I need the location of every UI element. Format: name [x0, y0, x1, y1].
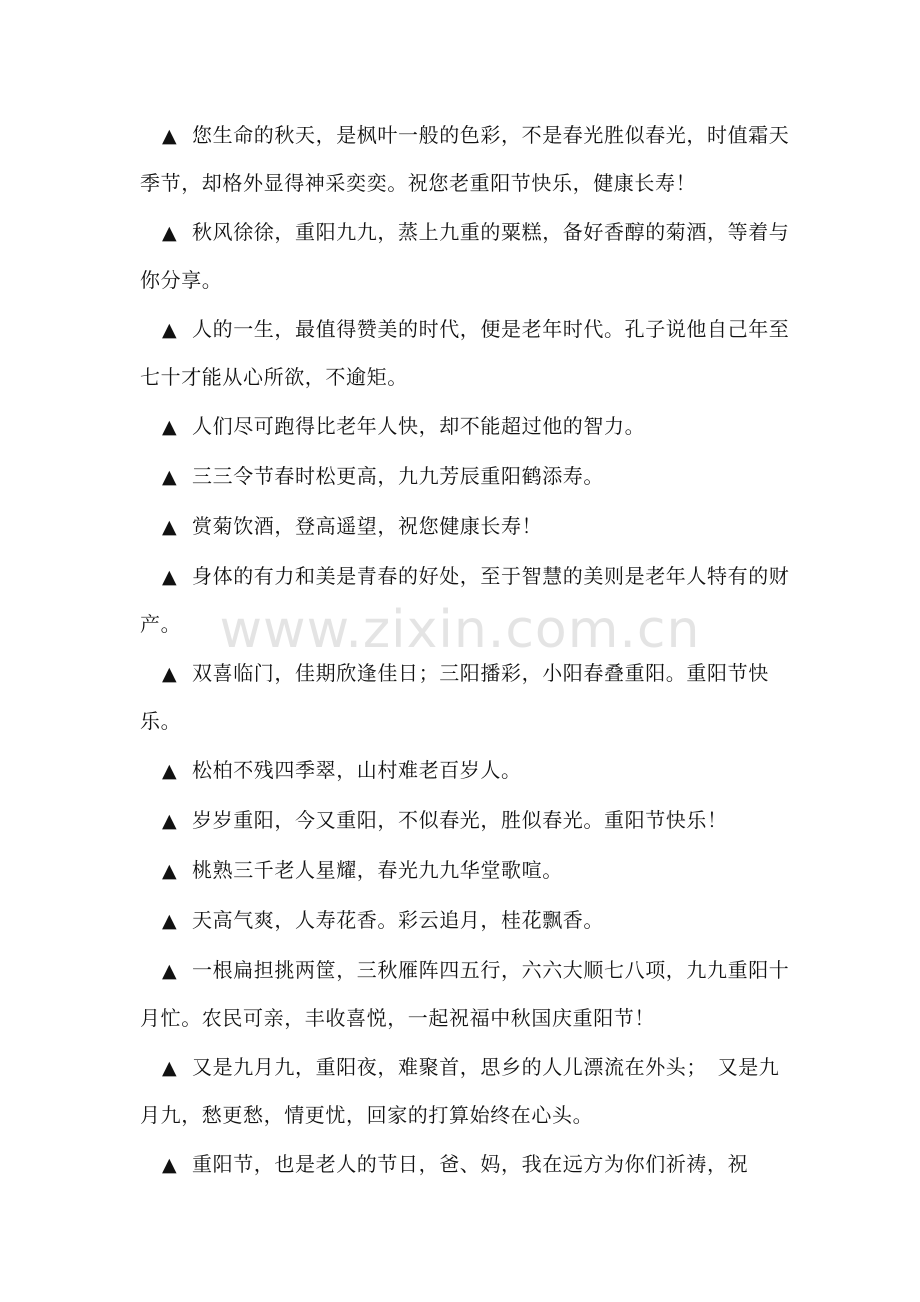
list-item-text: 重阳节，也是老人的节日，爸、妈，我在远方为你们祈祷，祝	[192, 1152, 749, 1176]
document-body	[140, 112, 790, 1191]
list-item-text: 您生命的秋天，是枫叶一般的色彩，不是春光胜似春光，时值霜天季节，却格外显得神采奕奕。祝您老重阳节快乐，健康长寿！	[140, 123, 790, 195]
triangle-bullet-icon: ▲	[162, 760, 178, 782]
list-item-text: 身体的有力和美是青春的好处，至于智慧的美则是老年人特有的财产。	[140, 564, 790, 636]
list-item	[140, 947, 790, 1042]
triangle-bullet-icon: ▲	[162, 125, 178, 147]
triangle-bullet-icon: ▲	[162, 516, 178, 538]
watermark-text: www.zixin.com.cn	[219, 600, 701, 660]
triangle-bullet-icon: ▲	[162, 1154, 178, 1176]
list-item	[140, 209, 790, 304]
list-item-text: 一根扁担挑两筐，三秋雁阵四五行，六六大顺七八项，九九重阳十月忙。农民可亲，丰收喜悦，一起祝福中秋国庆重阳节！	[140, 958, 790, 1030]
list-item	[140, 797, 790, 845]
list-item	[140, 112, 790, 207]
list-item-text: 天高气爽，人寿花香。彩云追月，桂花飘香。	[192, 908, 604, 932]
triangle-bullet-icon: ▲	[162, 860, 178, 882]
list-item-text: 岁岁重阳，今又重阳，不似春光，胜似春光。重阳节快乐！	[192, 808, 728, 832]
triangle-bullet-icon: ▲	[162, 319, 178, 341]
list-item	[140, 306, 790, 401]
triangle-bullet-icon: ▲	[162, 222, 178, 244]
list-item	[140, 1044, 790, 1139]
list-item	[140, 897, 790, 945]
list-item-text: 人们尽可跑得比老年人快，却不能超过他的智力。	[192, 414, 646, 438]
list-item-text: 桃熟三千老人星耀，春光九九华堂歌喧。	[192, 858, 563, 882]
list-item	[140, 503, 790, 551]
list-item	[140, 847, 790, 895]
list-item	[140, 650, 790, 745]
list-item-text: 三三令节春时松更高，九九芳辰重阳鹤添寿。	[192, 464, 604, 488]
list-item-text: 松柏不残四季翠，山村难老百岁人。	[192, 758, 522, 782]
triangle-bullet-icon: ▲	[162, 1057, 178, 1079]
list-item-text: 赏菊饮酒，登高遥望，祝您健康长寿！	[192, 514, 543, 538]
triangle-bullet-icon: ▲	[162, 810, 178, 832]
list-item	[140, 1141, 790, 1189]
triangle-bullet-icon: ▲	[162, 910, 178, 932]
list-item-text: 人的一生，最值得赞美的时代，便是老年时代。孔子说他自己年至七十才能从心所欲，不逾矩。	[140, 317, 790, 389]
list-item-text: 双喜临门，佳期欣逢佳日；三阳播彩，小阳春叠重阳。重阳节快乐。	[140, 661, 769, 733]
list-item	[140, 453, 790, 501]
triangle-bullet-icon: ▲	[162, 960, 178, 982]
triangle-bullet-icon: ▲	[162, 566, 178, 588]
list-item	[140, 747, 790, 795]
triangle-bullet-icon: ▲	[162, 466, 178, 488]
list-item	[140, 403, 790, 451]
list-item-text: 秋风徐徐，重阳九九，蒸上九重的粟糕，备好香醇的菊酒，等着与你分享。	[140, 220, 790, 292]
list-item-text: 又是九月九，重阳夜，难聚首，思乡的人儿漂流在外头； 又是九月九，愁更愁，情更忧，回家的打算始终在心头。	[140, 1055, 780, 1127]
triangle-bullet-icon: ▲	[162, 663, 178, 685]
list-item	[140, 553, 790, 648]
triangle-bullet-icon: ▲	[162, 416, 178, 438]
